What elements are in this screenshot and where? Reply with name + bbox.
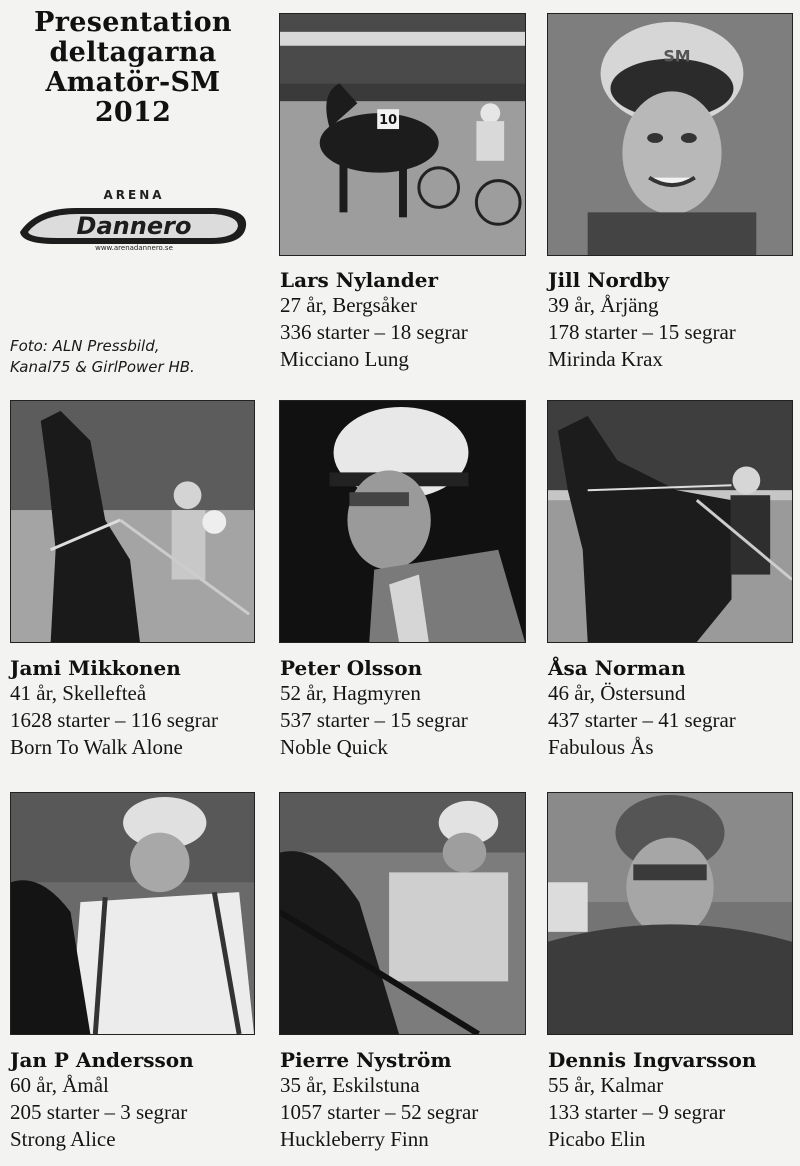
- title-line: deltagarna: [49, 37, 217, 68]
- driver-horse: Noble Quick: [280, 735, 388, 759]
- driver-name: Lars Nylander: [280, 268, 439, 292]
- driver-age-place: 41 år, Skellefteå: [10, 681, 147, 705]
- driver-horse: Strong Alice: [10, 1127, 116, 1151]
- driver-card-jill-nordby: [548, 268, 798, 373]
- photo-peter-olsson: [279, 400, 526, 643]
- driver-record: 437 starter – 41 segrar: [548, 708, 736, 732]
- driver-horse: Born To Walk Alone: [10, 735, 183, 759]
- logo-arena-text: ARENA: [103, 188, 165, 202]
- driver-age-place: 55 år, Kalmar: [548, 1073, 664, 1097]
- driver-record: 537 starter – 15 segrar: [280, 708, 468, 732]
- driver-card-peter-olsson: [280, 656, 530, 761]
- driver-horse: Huckleberry Finn: [280, 1127, 429, 1151]
- driver-record: 336 starter – 18 segrar: [280, 320, 468, 344]
- driver-name: Åsa Norman: [548, 656, 686, 680]
- driver-card-jami-mikkonen: [10, 656, 260, 761]
- driver-record: 133 starter – 9 segrar: [548, 1100, 726, 1124]
- logo-url: www.arenadannero.se: [95, 244, 173, 252]
- photo-asa-norman: [547, 400, 793, 643]
- credit-line: Foto: ALN Pressbild,: [10, 337, 160, 355]
- driver-record: 1628 starter – 116 segrar: [10, 708, 218, 732]
- helmet-text: SM: [663, 46, 691, 66]
- driver-age-place: 27 år, Bergsåker: [280, 293, 417, 317]
- driver-name: Jami Mikkonen: [10, 656, 181, 680]
- driver-age-place: 60 år, Åmål: [10, 1073, 109, 1097]
- driver-record: 1057 starter – 52 segrar: [280, 1100, 479, 1124]
- logo-graphic: [16, 202, 252, 250]
- driver-horse: Mirinda Krax: [548, 347, 663, 371]
- driver-name: Dennis Ingvarsson: [548, 1048, 757, 1072]
- title-line: Presentation: [34, 7, 232, 38]
- driver-age-place: 35 år, Eskilstuna: [280, 1073, 420, 1097]
- driver-name: Jill Nordby: [548, 268, 669, 292]
- driver-age-place: 52 år, Hagmyren: [280, 681, 421, 705]
- driver-record: 205 starter – 3 segrar: [10, 1100, 188, 1124]
- driver-horse: Micciano Lung: [280, 347, 409, 371]
- driver-age-place: 46 år, Östersund: [548, 681, 686, 705]
- driver-name: Pierre Nyström: [280, 1048, 452, 1072]
- title-line: 2012: [94, 97, 172, 128]
- driver-horse: Fabulous Ås: [548, 735, 654, 759]
- driver-record: 178 starter – 15 segrar: [548, 320, 736, 344]
- arena-dannero-logo: [16, 188, 252, 260]
- credit-line: Kanal75 & GirlPower HB.: [10, 358, 195, 376]
- driver-card-lars-nylander: [280, 268, 530, 373]
- photo-jan-p-andersson: [10, 792, 255, 1035]
- driver-card-asa-norman: [548, 656, 798, 761]
- page-title: [8, 8, 258, 128]
- driver-card-pierre-nystrom: [280, 1048, 530, 1153]
- driver-name: Peter Olsson: [280, 656, 423, 680]
- driver-age-place: 39 år, Årjäng: [548, 293, 659, 317]
- driver-card-jan-p-andersson: [10, 1048, 260, 1153]
- photo-lars-nylander: [279, 13, 526, 256]
- photo-credit: [10, 336, 260, 378]
- photo-dennis-ingvarsson: [547, 792, 793, 1035]
- photo-jill-nordby: [547, 13, 793, 256]
- logo-name: Dannero: [76, 212, 192, 240]
- driver-card-dennis-ingvarsson: [548, 1048, 798, 1153]
- driver-horse: Picabo Elin: [548, 1127, 646, 1151]
- bib-number: 10: [379, 113, 398, 129]
- header-block: [8, 8, 258, 388]
- photo-jami-mikkonen: [10, 400, 255, 643]
- title-line: Amatör-SM: [45, 67, 221, 98]
- photo-pierre-nystrom: [279, 792, 526, 1035]
- driver-name: Jan P Andersson: [10, 1048, 194, 1072]
